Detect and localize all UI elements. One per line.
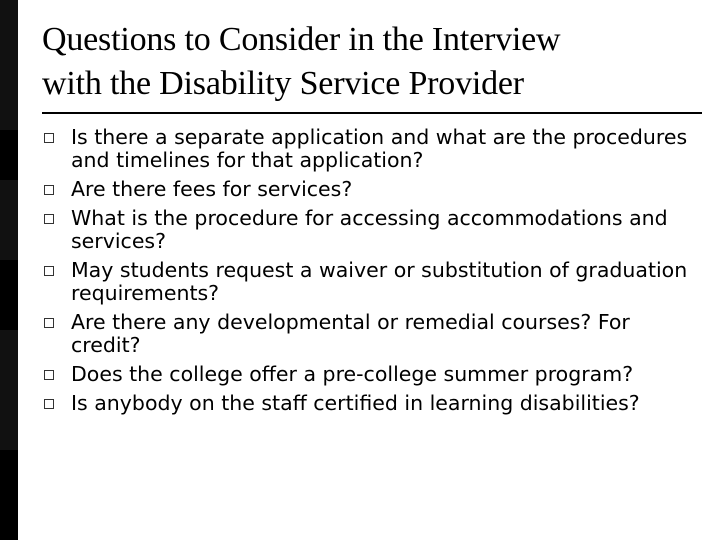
bullet-text: Are there any developmental or remedial courses? For credit? <box>71 310 630 357</box>
bullet-text: Are there fees for services? <box>71 177 353 201</box>
bullet-list <box>42 126 692 421</box>
slide-title <box>42 18 682 106</box>
bullet-item <box>42 259 692 305</box>
left-bar-segment <box>0 180 18 260</box>
hollow-square-icon <box>44 266 54 276</box>
bullet-text: Is there a separate application and what are the procedures and timelines for that application? <box>71 125 688 172</box>
bullet-text: Is anybody on the staff certified in learning disabilities? <box>71 391 640 415</box>
hollow-square-icon <box>44 370 54 380</box>
bullet-item <box>42 178 692 201</box>
slide-title-line-2: with the Disability Service Provider <box>42 65 524 102</box>
bullet-item <box>42 311 692 357</box>
hollow-square-icon <box>44 185 54 195</box>
hollow-square-icon <box>44 399 54 409</box>
title-underline <box>42 112 702 114</box>
bullet-text: What is the procedure for accessing accommodations and services? <box>71 206 668 253</box>
bullet-text: Does the college offer a pre-college summer program? <box>71 362 634 386</box>
bullet-item <box>42 126 692 172</box>
bullet-item <box>42 392 692 415</box>
left-accent-bar <box>0 0 18 540</box>
left-bar-segment <box>0 0 18 130</box>
slide-title-line-1: Questions to Consider in the Interview <box>42 21 561 58</box>
hollow-square-icon <box>44 318 54 328</box>
hollow-square-icon <box>44 133 54 143</box>
bullet-item <box>42 207 692 253</box>
bullet-item <box>42 363 692 386</box>
bullet-text: May students request a waiver or substitution of graduation requirements? <box>71 258 688 305</box>
left-bar-segment <box>0 330 18 450</box>
hollow-square-icon <box>44 214 54 224</box>
